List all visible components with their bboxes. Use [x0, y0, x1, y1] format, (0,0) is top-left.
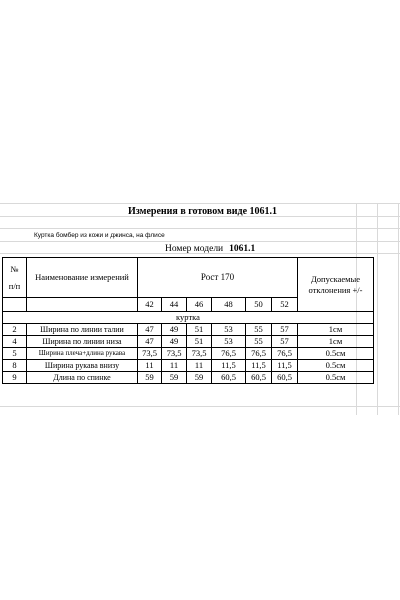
value-cell: 60,5: [246, 372, 272, 384]
tolerance-cell: 1см: [298, 336, 374, 348]
document-title: Измерения в готовом виде 1061.1: [128, 206, 278, 217]
tolerance-cell: 0.5см: [298, 360, 374, 372]
table-row: [3, 324, 374, 336]
name-header: Наименование измерений: [27, 258, 138, 298]
value-cell: 47: [138, 336, 162, 348]
value-cell: 11,5: [272, 360, 298, 372]
value-cell: 11: [138, 360, 162, 372]
value-cell: 49: [162, 336, 187, 348]
tolerance-cell: 1см: [298, 324, 374, 336]
value-cell: 73,5: [187, 348, 212, 360]
section-label: куртка: [3, 312, 374, 324]
row-number: 8: [3, 360, 27, 372]
size-cell: 46: [187, 298, 212, 312]
value-cell: 11: [187, 360, 212, 372]
empty-cell: [3, 298, 27, 312]
size-cell: 52: [272, 298, 298, 312]
model-number-line: [165, 244, 255, 254]
value-cell: 57: [272, 324, 298, 336]
value-cell: 60,5: [272, 372, 298, 384]
value-cell: 76,5: [212, 348, 246, 360]
value-cell: 76,5: [272, 348, 298, 360]
tolerance-header: Допускаемые отклонения +/-: [298, 258, 374, 312]
measurement-name: Ширина рукава внизу: [27, 360, 138, 372]
value-cell: 59: [138, 372, 162, 384]
value-cell: 55: [246, 336, 272, 348]
value-cell: 11,5: [246, 360, 272, 372]
measurement-name: Ширина по линии талии: [27, 324, 138, 336]
num-header-symbol: №: [10, 263, 19, 274]
row-number: 4: [3, 336, 27, 348]
measurements-table: [2, 257, 374, 384]
table-row: [3, 336, 374, 348]
size-cell: 50: [246, 298, 272, 312]
value-cell: 11: [162, 360, 187, 372]
num-header: [3, 258, 27, 298]
value-cell: 57: [272, 336, 298, 348]
value-cell: 11,5: [212, 360, 246, 372]
spreadsheet-area: [0, 203, 400, 415]
table-row: [3, 360, 374, 372]
tolerance-cell: 0.5см: [298, 372, 374, 384]
size-cell: 44: [162, 298, 187, 312]
row-number: 5: [3, 348, 27, 360]
tolerance-cell: 0.5см: [298, 348, 374, 360]
value-cell: 59: [162, 372, 187, 384]
model-number: 1061.1: [229, 244, 256, 254]
value-cell: 49: [162, 324, 187, 336]
value-cell: 76,5: [246, 348, 272, 360]
value-cell: 73,5: [162, 348, 187, 360]
value-cell: 51: [187, 324, 212, 336]
size-cell: 48: [212, 298, 246, 312]
value-cell: 60,5: [212, 372, 246, 384]
value-cell: 47: [138, 324, 162, 336]
empty-cell: [27, 298, 138, 312]
measurement-name: Ширина по линии низа: [27, 336, 138, 348]
table-row: [3, 348, 374, 360]
measurement-name: Ширина плеча+длина рукава: [27, 348, 138, 360]
row-number: 2: [3, 324, 27, 336]
table-row: [3, 372, 374, 384]
size-cell: 42: [138, 298, 162, 312]
value-cell: 53: [212, 336, 246, 348]
section-row: [3, 312, 374, 324]
document-subtitle: Куртка бомбер из кожи и джинса, на флисе: [34, 232, 165, 239]
row-number: 9: [3, 372, 27, 384]
value-cell: 51: [187, 336, 212, 348]
value-cell: 59: [187, 372, 212, 384]
header-row: [3, 258, 374, 298]
value-cell: 53: [212, 324, 246, 336]
value-cell: 55: [246, 324, 272, 336]
height-header: Рост 170: [138, 258, 298, 298]
num-header-pp: п/п: [8, 280, 21, 291]
value-cell: 73,5: [138, 348, 162, 360]
model-label: Номер модели: [165, 244, 224, 254]
measurement-name: Длина по спинке: [27, 372, 138, 384]
